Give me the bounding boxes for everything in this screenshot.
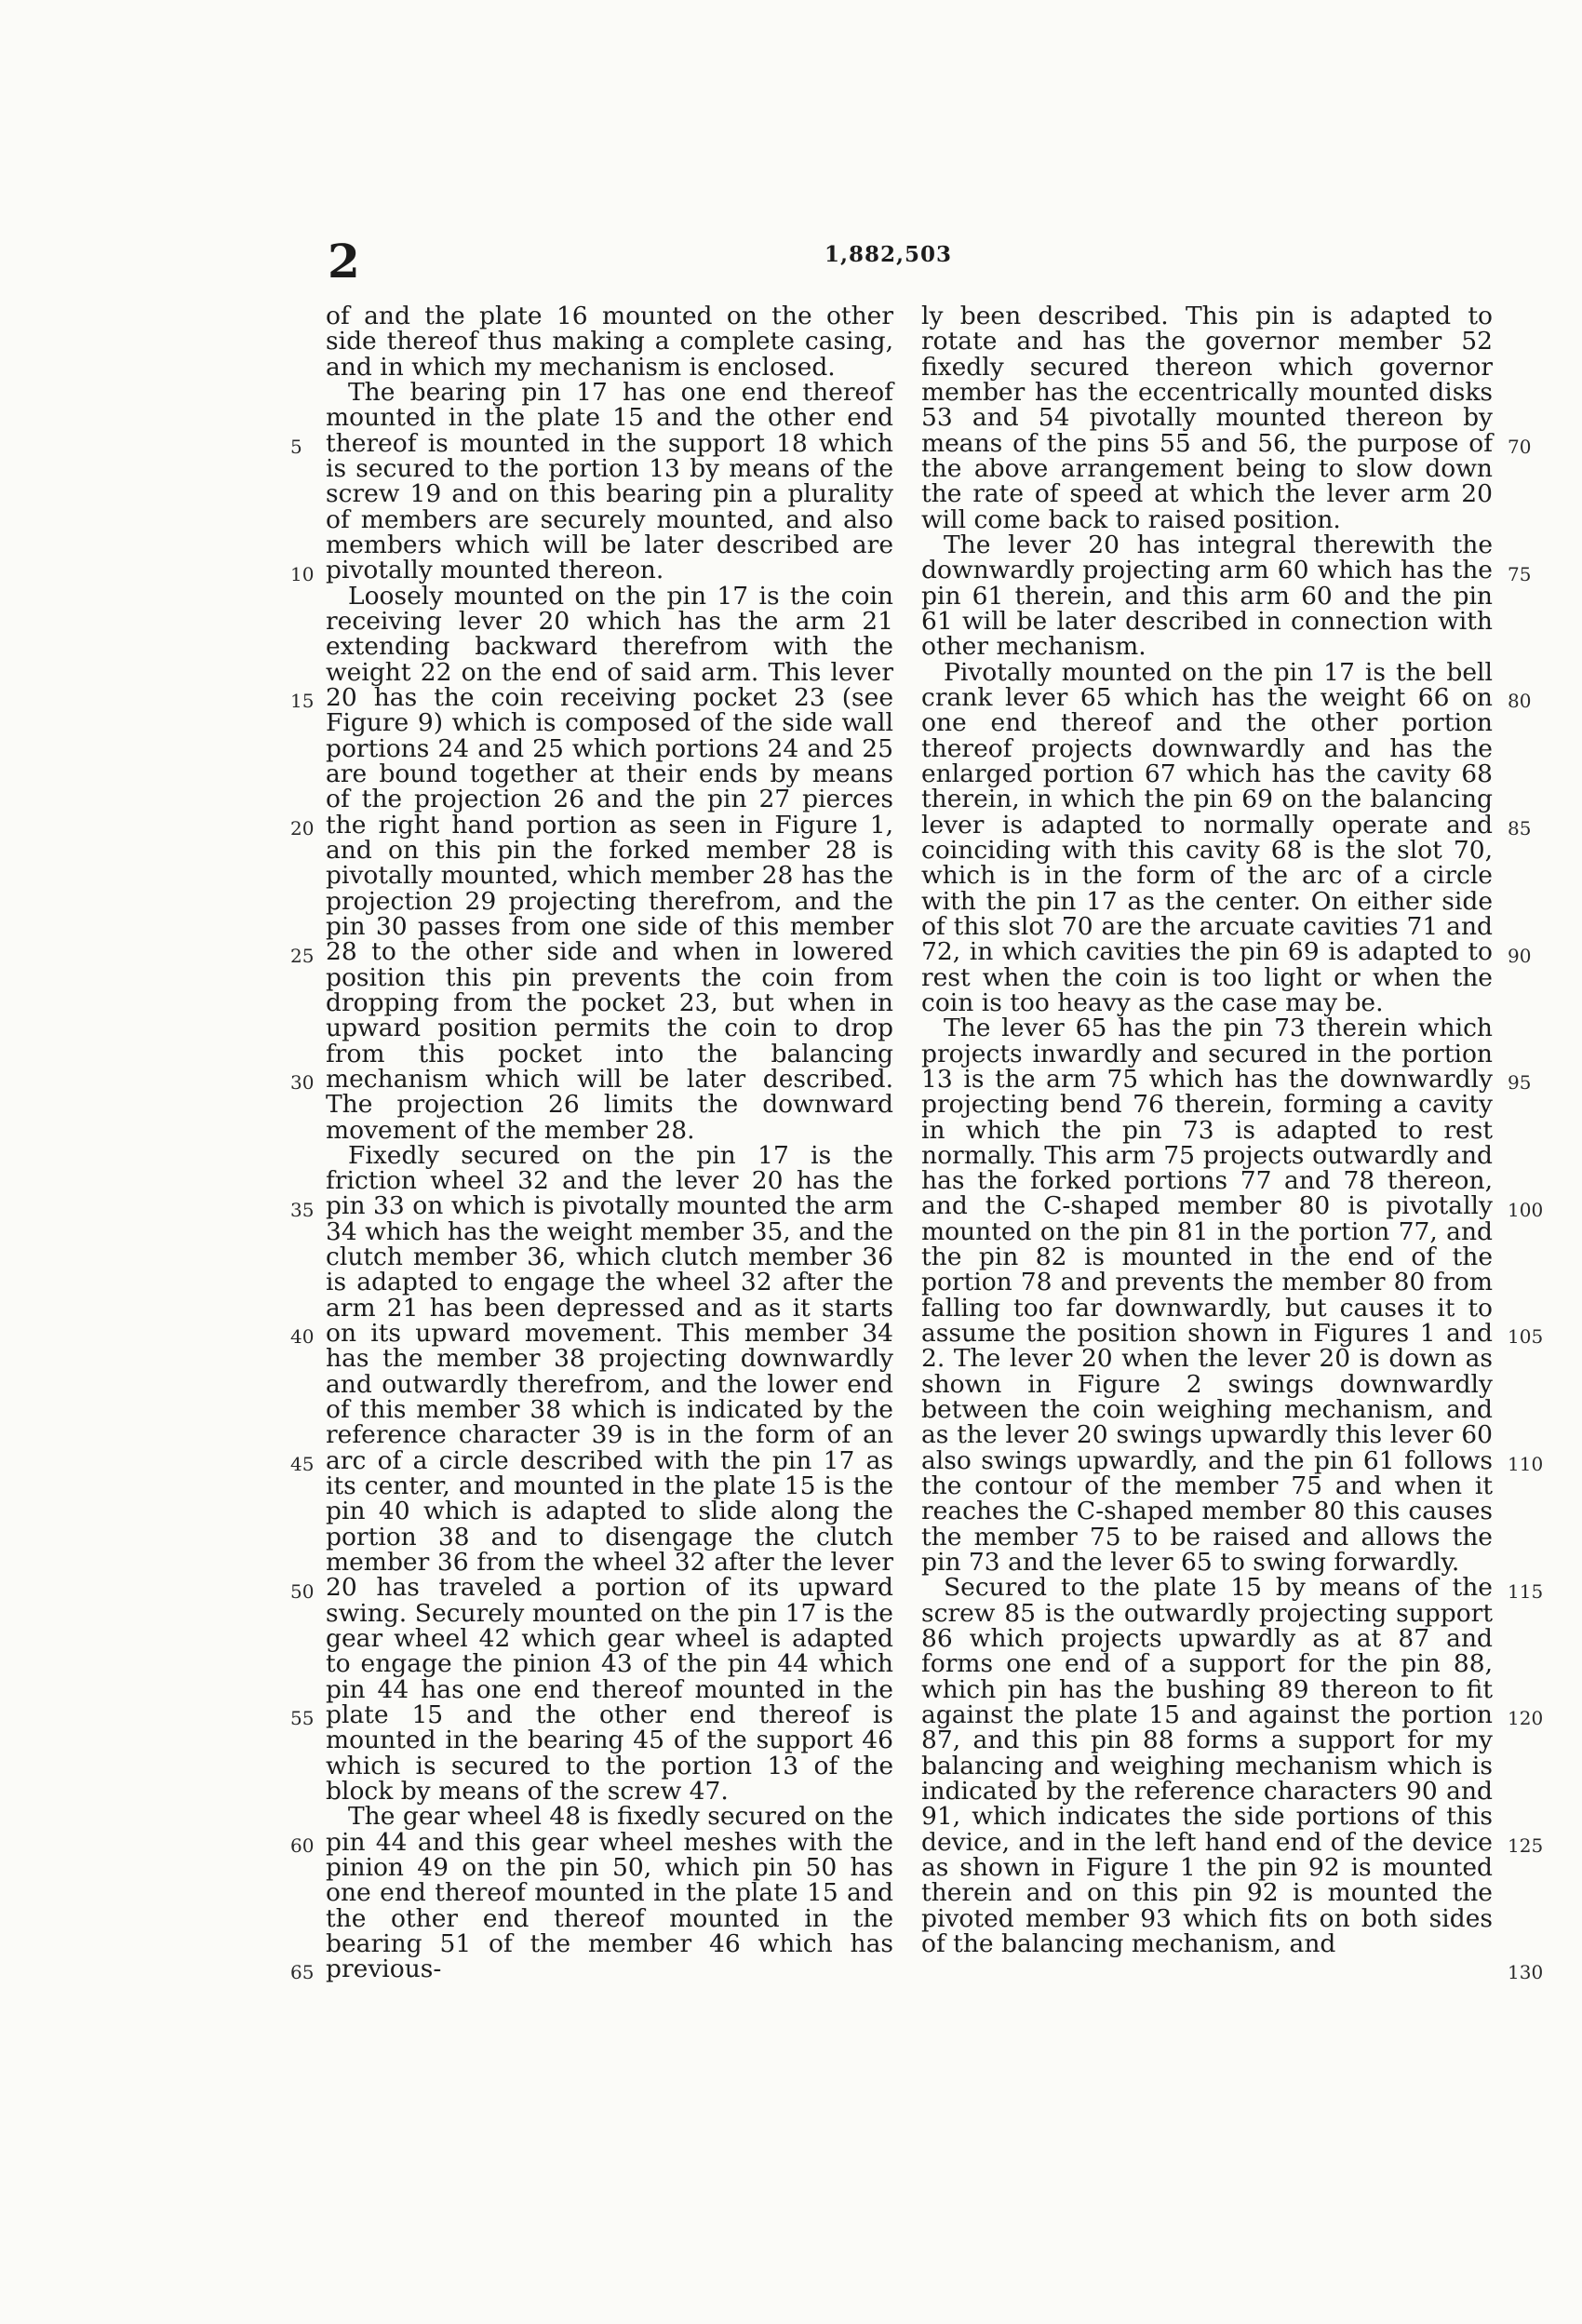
- line-number: 20: [290, 817, 315, 840]
- right-paragraph: Pivotally mounted on the pin 17 is the bell crank lever 65 which has the weight 66 on one end thereof and the other portion thereof projects downwardly and has the enlarged portion 67 which has the cavity 68 therein, in which the pin 69 on the balancing lever is adapted to normally operate and coinciding with this cavity 68 is the slot 70, which is in the form of the arc of a circle with the pin 17 as the center. On either side of this slot 70 are the arcuate cavities 71 and 72, in which cavities the pin 69 is adapted to rest when the coin is too light or when the coin is too heavy as the case may be.: [921, 657, 1493, 1017]
- line-number: 95: [1508, 1071, 1532, 1094]
- line-number: 125: [1508, 1834, 1544, 1857]
- line-number: 90: [1508, 945, 1532, 967]
- right-paragraph: The lever 20 has integral therewith the downwardly projecting arm 60 which has the pin 61 therein, and this arm 60 and the pin 61 will be later described in connection with other mechanism.: [921, 530, 1493, 662]
- left-paragraph: The bearing pin 17 has one end thereof mounted in the plate 15 and the other end thereof is mounted in the support 18 which is secured to the portion 13 by means of the screw 19 and on this bearing pin a plurality of members are securely mounted, and also members which will be later described are pivotally mounted thereon.: [326, 377, 893, 585]
- line-number: 5: [290, 436, 302, 458]
- right-paragraph: Secured to the plate 15 by means of the screw 85 is the outwardly projecting support 86 which projects upwardly as at 87 and forms one end of a support for the pin 88, which pin has the bushing 89 thereon to fit against the plate 15 and against the portion 87, and this pin 88 forms a support for my balancing and weighing mechanism which is indicated by the reference characters 90 and 91, which indicates the side portions of this device, and in the left hand end of the device as shown in Figure 1 the pin 92 is mounted therein and on this pin 92 is mounted the pivoted member 93 which fits on both sides of the balancing mechanism, and: [921, 1573, 1493, 1958]
- line-number: 100: [1508, 1199, 1544, 1221]
- line-number: 60: [290, 1834, 315, 1857]
- line-number: 130: [1508, 1961, 1544, 1983]
- page-number: 2: [328, 234, 360, 289]
- line-number: 115: [1508, 1580, 1544, 1603]
- line-number: 120: [1508, 1707, 1544, 1729]
- line-number: 40: [290, 1325, 315, 1348]
- line-number: 15: [290, 690, 315, 712]
- left-paragraph: The gear wheel 48 is fixedly secured on the pin 44 and this gear wheel meshes with the pinion 49 on the pin 50, which pin 50 has one end thereof mounted in the plate 15 and the other end thereof mounted in the bearing 51 of the member 46 which has previous-: [326, 1802, 893, 1984]
- line-number: 30: [290, 1071, 315, 1094]
- line-number: 25: [290, 945, 315, 967]
- patent-number: 1,882,503: [825, 242, 953, 267]
- right-paragraph: ly been described. This pin is adapted to rotate and has the governor member 52 fixedly secured thereon which governor member has the eccentrically mounted disks 53 and 54 pivotally mounted thereon by means of the pins 55 and 56, the purpose of the above arrangement being to slow down the rate of speed at which the lever arm 20 will come back to raised position.: [921, 302, 1493, 534]
- line-number: 45: [290, 1453, 315, 1475]
- left-paragraph: of and the plate 16 mounted on the other side thereof thus making a complete casing, and in which my mechanism is enclosed.: [326, 302, 893, 382]
- line-number: 50: [290, 1580, 315, 1603]
- line-number: 75: [1508, 563, 1532, 585]
- right-paragraph: The lever 65 has the pin 73 therein which projects inwardly and secured in the portion 13 is the arm 75 which has the downwardly projecting bend 76 therein, forming a cavity in which the pin 73 is adapted to rest normally. This arm 75 projects outwardly and has the forked portions 77 and 78 thereon, and the C-shaped member 80 is pivotally mounted on the pin 81 in the portion 77, and the pin 82 is mounted in the end of the portion 78 and prevents the member 80 from falling too far downwardly, but causes it to assume the position shown in Figures 1 and 2. The lever 20 when the lever 20 is down as shown in Figure 2 swings downwardly between the coin weighing mechanism, and as the lever 20 swings upwardly this lever 60 also swings upwardly, and the pin 61 follows the contour of the member 75 and when it reaches the C-shaped member 80 this causes the member 75 to be raised and allows the pin 73 and the lever 65 to swing forwardly.: [921, 1014, 1493, 1578]
- line-number: 110: [1508, 1453, 1544, 1475]
- line-number: 35: [290, 1199, 315, 1221]
- line-number: 105: [1508, 1325, 1544, 1348]
- left-paragraph: Fixedly secured on the pin 17 is the friction wheel 32 and the lever 20 has the pin 33 on which is pivotally mounted the arm 34 which has the weight member 35, and the clutch member 36, which clutch member 36 is adapted to engage the wheel 32 after the arm 21 has been depressed and as it starts on its upward movement. This member 34 has the member 38 projecting downwardly and outwardly therefrom, and the lower end of this member 38 which is indicated by the reference character 39 is in the form of an arc of a circle described with the pin 17 as its center, and mounted in the plate 15 is the pin 40 which is adapted to slide along the portion 38 and to disengage the clutch member 36 from the wheel 32 after the lever 20 has traveled a portion of its upward swing. Securely mounted on the pin 17 is the gear wheel 42 which gear wheel is adapted to engage the pinion 43 of the pin 44 which pin 44 has one end thereof mounted in the plate 15 and the other end thereof is mounted in the bearing 45 of the support 46 which is secured to the portion 13 of the block by means of the screw 47.: [326, 1140, 893, 1807]
- line-number: 70: [1508, 436, 1532, 458]
- line-number: 65: [290, 1961, 315, 1983]
- line-number: 80: [1508, 690, 1532, 712]
- line-number: 85: [1508, 817, 1532, 840]
- left-paragraph: Loosely mounted on the pin 17 is the coin receiving lever 20 which has the arm 21 extending backward therefrom with the weight 22 on the end of said arm. This lever 20 has the coin receiving pocket 23 (see Figure 9) which is composed of the side wall portions 24 and 25 which portions 24 and 25 are bound together at their ends by means of the projection 26 and the pin 27 pierces the right hand portion as seen in Figure 1, and on this pin the forked member 28 is pivotally mounted, which member 28 has the projection 29 projecting therefrom, and the pin 30 passes from one side of this member 28 to the other side and when in lowered position this pin prevents the coin from dropping from the pocket 23, but when in upward position permits the coin to drop from this pocket into the balancing mechanism which will be later described. The projection 26 limits the downward movement of the member 28.: [326, 581, 893, 1145]
- line-number: 10: [290, 563, 315, 585]
- line-number: 55: [290, 1707, 315, 1729]
